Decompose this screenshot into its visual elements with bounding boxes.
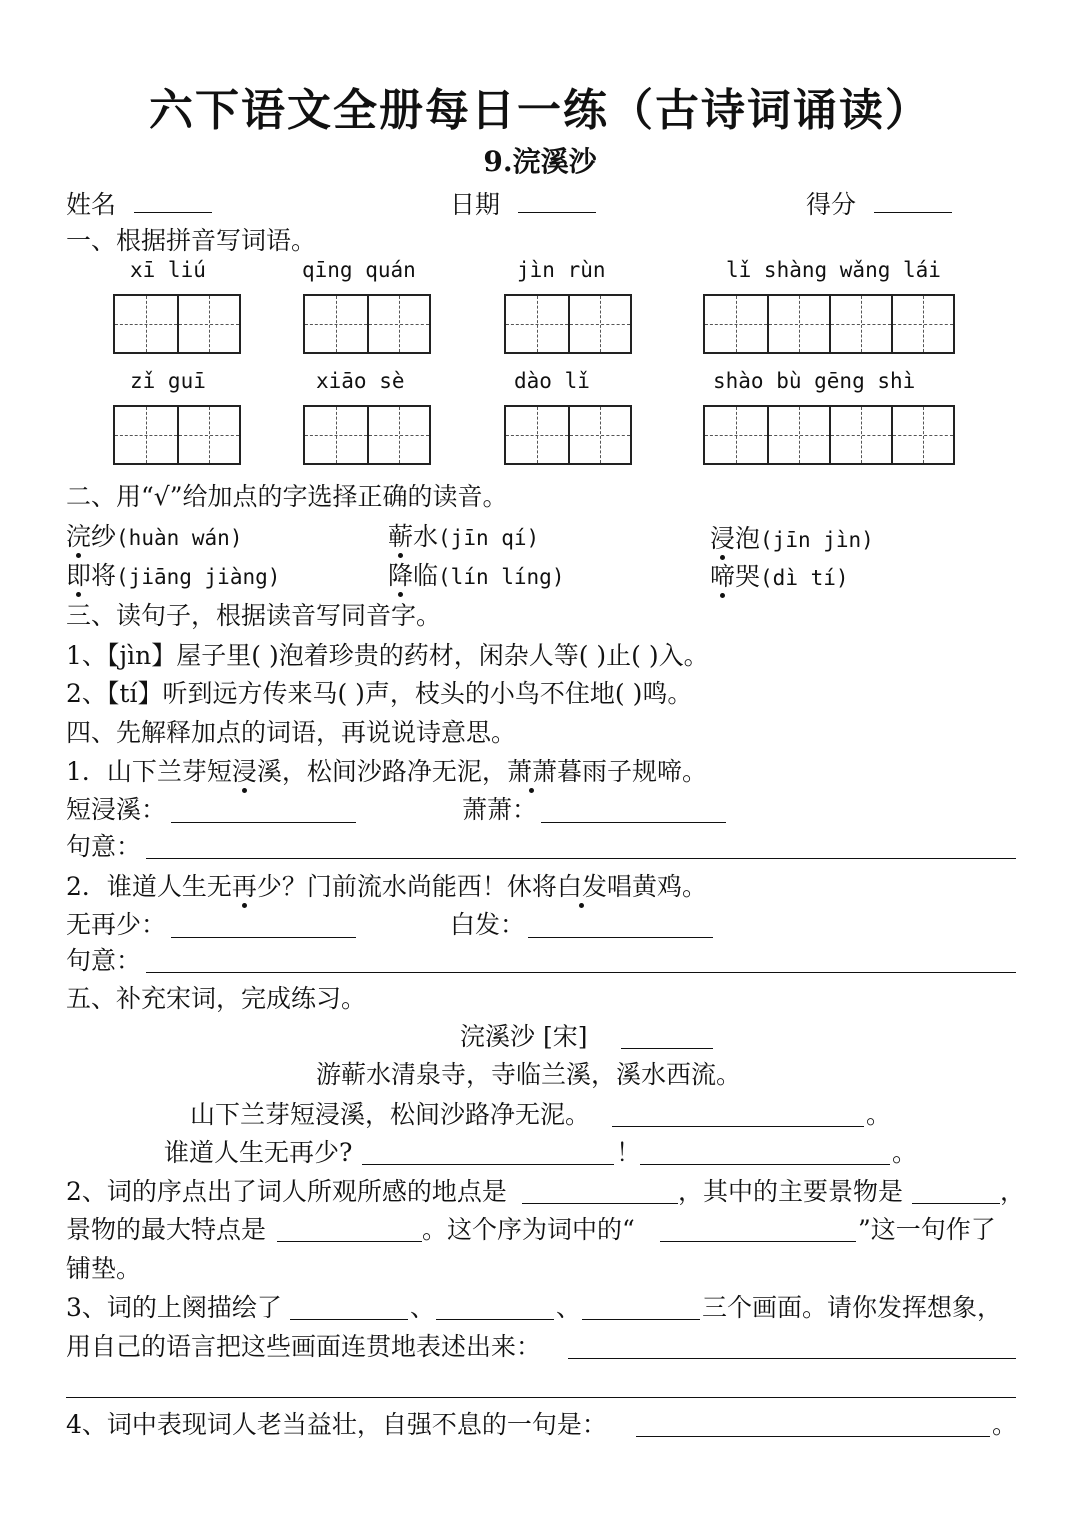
answer-line[interactable]	[640, 1164, 890, 1165]
q4-text: 4、词中表现词人老当益壮，自强不息的一句是：	[66, 1410, 607, 1439]
meaning-label: 句意：	[66, 832, 142, 861]
dotted-char: 浣	[66, 522, 92, 551]
q2-text: ，其中的主要景物是	[678, 1177, 904, 1206]
q2-text: 铺垫。	[66, 1254, 142, 1283]
dotted-char: 啼	[710, 562, 736, 591]
reading-choice-item[interactable]: 降临(lín líng)	[388, 561, 565, 590]
answer-line[interactable]	[541, 822, 726, 823]
pinyin-label: xī liú	[130, 258, 206, 282]
name-label: 姓名	[66, 190, 117, 219]
writing-grid[interactable]	[504, 405, 632, 465]
q3-text: 三个画面。请你发挥想象，	[702, 1293, 1003, 1322]
q3-text: 3、词的上阕描绘了	[66, 1293, 282, 1322]
dotted-word: 白发	[556, 872, 607, 901]
poem-preface: 游蕲水清泉寺，寺临兰溪，溪水西流。	[316, 1060, 742, 1089]
q3-sep: 、	[410, 1293, 436, 1322]
exclaim-mark: ！	[616, 1138, 642, 1167]
answer-line[interactable]	[277, 1241, 422, 1242]
pinyin-label: shào bù gēng shì	[713, 369, 916, 393]
score-field[interactable]	[806, 186, 952, 220]
period-mark: 。	[992, 1410, 1018, 1439]
dotted-word: 无再少	[206, 872, 282, 901]
explain-label: 萧萧：	[462, 795, 538, 824]
q2-text: ，	[1000, 1177, 1026, 1206]
reading-choice-item[interactable]: 蕲水(jīn qí)	[388, 522, 540, 551]
pinyin-label: qīng quán	[302, 258, 416, 282]
dotted-char: 即	[66, 561, 92, 590]
reading-choice-item[interactable]: 浣纱(huàn wán)	[66, 522, 243, 551]
answer-line[interactable]	[171, 822, 356, 823]
period-mark: 。	[866, 1100, 892, 1129]
poem-question-1: 1．山下兰芽短浸溪，松间沙路净无泥，萧萧暮雨子规啼。	[66, 757, 707, 786]
dotted-char: 蕲	[388, 522, 414, 551]
pinyin-label: xiāo sè	[316, 369, 405, 393]
dotted-word: 萧萧	[506, 757, 557, 786]
reading-choice-item[interactable]: 啼哭(dì tí)	[710, 562, 849, 591]
pinyin-label: dào lǐ	[514, 369, 590, 393]
writing-grid[interactable]	[303, 294, 431, 354]
writing-grid[interactable]	[504, 294, 632, 354]
q3-sep: 、	[556, 1293, 582, 1322]
homophone-question-1[interactable]: 1、【jìn】屋子里( )泡着珍贵的药材，闲杂人等( )止( )入。	[66, 641, 709, 670]
section5-heading: 五、补充宋词，完成练习。	[66, 984, 367, 1013]
dotted-word: 短浸溪	[206, 757, 282, 786]
q2-text: ”这一句作了	[858, 1215, 996, 1244]
answer-line[interactable]	[636, 1436, 990, 1437]
homophone-question-2[interactable]: 2、【tí】听到远方传来马( )声，枝头的小鸟不住地( )鸣。	[66, 679, 693, 708]
answer-line[interactable]	[171, 937, 356, 938]
answer-line[interactable]	[568, 1358, 1016, 1359]
poem-line: 谁道人生无再少?	[164, 1138, 353, 1167]
section3-heading: 三、读句子，根据读音写同音字。	[66, 601, 442, 630]
section4-heading: 四、先解释加点的词语，再说说诗意思。	[66, 718, 517, 747]
answer-line[interactable]	[660, 1241, 856, 1242]
writing-grid[interactable]	[703, 294, 955, 354]
q2-text: 景物的最大特点是	[66, 1215, 267, 1244]
date-label: 日期	[450, 190, 501, 219]
answer-line[interactable]	[912, 1203, 1000, 1204]
section1-heading: 一、根据拼音写词语。	[66, 226, 317, 255]
explain-label: 无再少：	[66, 910, 167, 939]
explain-label: 白发：	[450, 910, 526, 939]
answer-line[interactable]	[66, 1397, 1016, 1398]
poem-line: 山下兰芽短浸溪，松间沙路净无泥。	[190, 1100, 591, 1129]
writing-grid[interactable]	[113, 294, 241, 354]
lesson-title: 9.浣溪沙	[483, 145, 597, 178]
poem-title: 浣溪沙 [宋]	[460, 1022, 588, 1051]
answer-line[interactable]	[522, 1203, 678, 1204]
poem-question-2: 2．谁道人生无再少？门前流水尚能西！休将白发唱黄鸡。	[66, 872, 707, 901]
name-field[interactable]	[66, 186, 212, 220]
answer-line[interactable]	[146, 858, 1016, 859]
reading-choice-item[interactable]: 即将(jiāng jiàng)	[66, 561, 281, 590]
answer-line[interactable]	[582, 1319, 700, 1320]
author-blank[interactable]	[621, 1048, 713, 1049]
dotted-char: 降	[388, 561, 414, 590]
meaning-label: 句意：	[66, 946, 142, 975]
answer-line[interactable]	[436, 1319, 554, 1320]
score-label: 得分	[806, 190, 857, 219]
answer-line[interactable]	[146, 972, 1016, 973]
q2-text: 2、词的序点出了词人所观所感的地点是	[66, 1177, 507, 1206]
date-field[interactable]	[450, 186, 596, 220]
writing-grid[interactable]	[303, 405, 431, 465]
date-blank[interactable]	[518, 186, 596, 213]
worksheet-title: 六下语文全册每日一练（古诗词诵读）	[149, 85, 931, 136]
writing-grid[interactable]	[703, 405, 955, 465]
pinyin-label: zǐ guī	[130, 369, 206, 393]
answer-line[interactable]	[528, 937, 713, 938]
pinyin-label: jìn rùn	[517, 258, 606, 282]
reading-choice-item[interactable]: 浸泡(jīn jìn)	[710, 524, 874, 553]
answer-line[interactable]	[362, 1164, 614, 1165]
writing-grid[interactable]	[113, 405, 241, 465]
pinyin-label: lǐ shàng wǎng lái	[726, 258, 941, 282]
section2-heading: 二、用“√”给加点的字选择正确的读音。	[66, 482, 508, 511]
answer-line[interactable]	[290, 1319, 408, 1320]
name-blank[interactable]	[134, 186, 212, 213]
q3-text: 用自己的语言把这些画面连贯地表述出来：	[66, 1332, 542, 1361]
answer-line[interactable]	[612, 1126, 864, 1127]
score-blank[interactable]	[874, 186, 952, 213]
q2-text: 。这个序为词中的“	[422, 1215, 635, 1244]
explain-label: 短浸溪：	[66, 795, 167, 824]
period-mark: 。	[892, 1138, 918, 1167]
dotted-char: 浸	[710, 524, 736, 553]
